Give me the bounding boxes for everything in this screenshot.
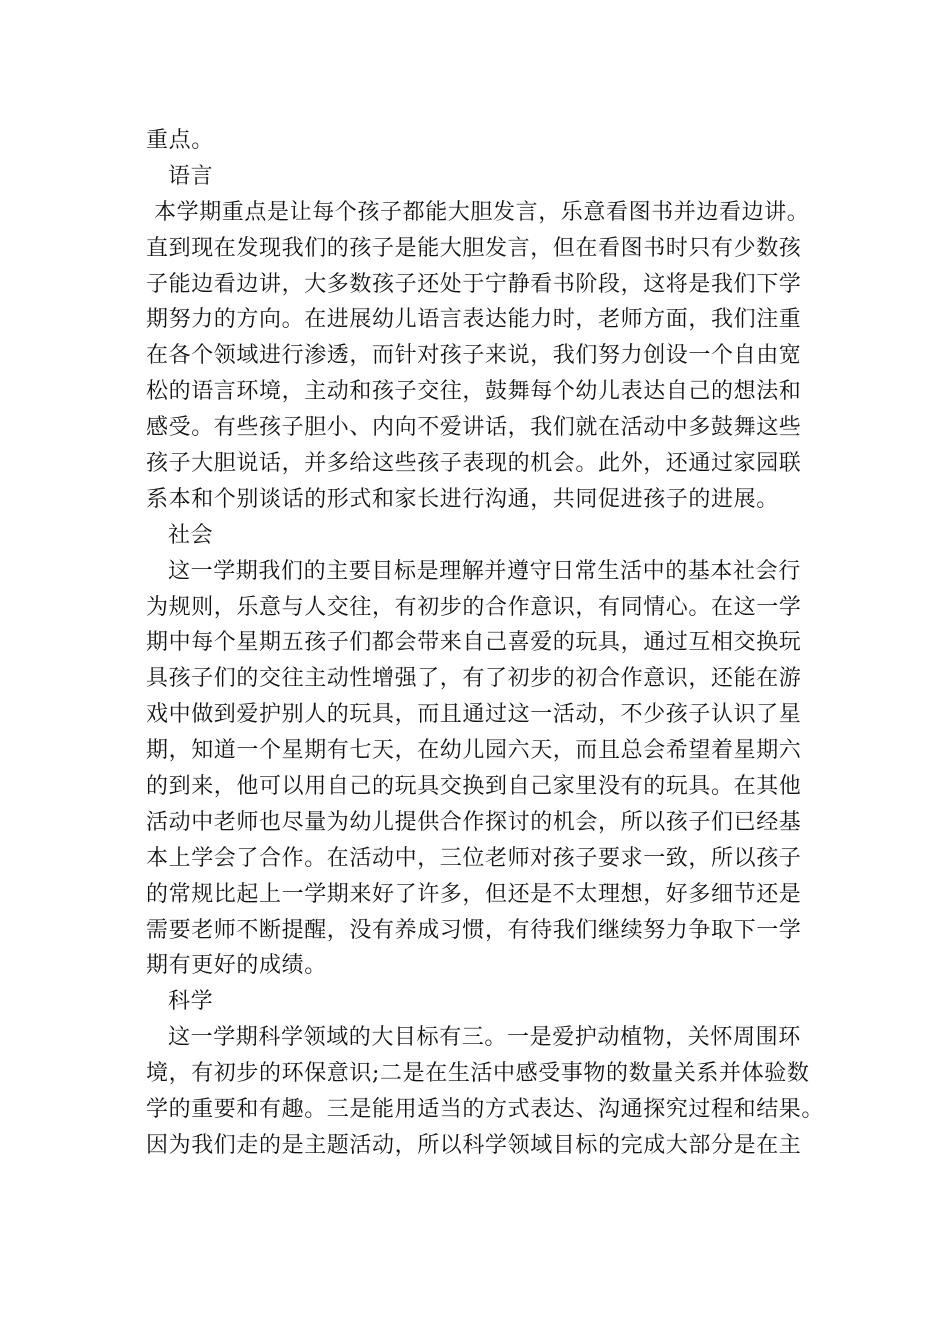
paragraph-line: 在各个领域进行渗透，而针对孩子来说，我们努力创设一个自由宽 (146, 343, 802, 369)
paragraph-line: 重点。 (146, 128, 214, 153)
paragraph-line: 本上学会了合作。在活动中，三位老师对孩子要求一致，所以孩子 (146, 845, 802, 871)
paragraph-line: 需要老师不断提醒，没有养成习惯，有待我们继续努力争取下一学 (146, 917, 802, 943)
paragraph-line: 孩子大胆说话，并多给这些孩子表现的机会。此外，还通过家园联 (146, 451, 802, 477)
paragraph-line: 戏中做到爱护别人的玩具，而且通过这一活动，不少孩子认识了星 (146, 702, 802, 728)
paragraph-line: 期，知道一个星期有七天，在幼儿园六天，而且总会希望着星期六 (146, 738, 802, 764)
paragraph-line: 期中每个星期五孩子们都会带来自己喜爱的玩具，通过互相交换玩 (146, 630, 802, 656)
paragraph-line: 期有更好的成绩。 (146, 953, 327, 979)
paragraph-line: 这一学期我们的主要目标是理解并遵守日常生活中的基本社会行 (168, 558, 801, 584)
paragraph-line: 学的重要和有趣。三是能用适当的方式表达、沟通探究过程和结果。 (146, 1097, 825, 1123)
section-heading-science: 科学 (168, 989, 214, 1015)
paragraph-line: 活动中老师也尽量为幼儿提供合作探讨的机会，所以孩子们已经基 (146, 809, 802, 835)
paragraph-line: 为规则，乐意与人交往，有初步的合作意识，有同情心。在这一学 (146, 594, 802, 620)
paragraph-line: 因为我们走的是主题活动，所以科学领域目标的完成大部分是在主 (146, 1132, 802, 1158)
section-heading-society: 社会 (168, 522, 214, 548)
section-heading-language: 语言 (168, 163, 214, 189)
paragraph-line: 松的语言环境，主动和孩子交往，鼓舞每个幼儿表达自己的想法和 (146, 379, 802, 405)
paragraph-line: 子能边看边讲，大多数孩子还处于宁静看书阶段，这将是我们下学 (146, 271, 802, 297)
document-body (146, 123, 836, 1164)
paragraph-line: 期努力的方向。在进展幼儿语言表达能力时，老师方面，我们注重 (146, 307, 802, 333)
paragraph-line: 这一学期科学领域的大目标有三。一是爱护动植物，关怀周围环 (168, 1025, 801, 1051)
paragraph-line: 具孩子们的交往主动性增强了，有了初步的初合作意识，还能在游 (146, 666, 802, 692)
paragraph-line: 的到来，他可以用自己的玩具交换到自己家里没有的玩具。在其他 (146, 774, 802, 800)
paragraph-line: 感受。有些孩子胆小、内向不爱讲话，我们就在活动中多鼓舞这些 (146, 415, 802, 441)
paragraph-line: 系本和个别谈话的形式和家长进行沟通，共同促进孩子的进展。 (146, 486, 779, 512)
paragraph-line: 的常规比起上一学期来好了许多，但还是不太理想，好多细节还是 (146, 881, 802, 907)
paragraph-line: 本学期重点是让每个孩子都能大胆发言，乐意看图书并边看边讲。 (154, 199, 810, 225)
paragraph-line: 境，有初步的环保意识;二是在生活中感受事物的数量关系并体验数 (146, 1061, 810, 1087)
paragraph-line: 直到现在发现我们的孩子是能大胆发言，但在看图书时只有少数孩 (146, 235, 802, 261)
